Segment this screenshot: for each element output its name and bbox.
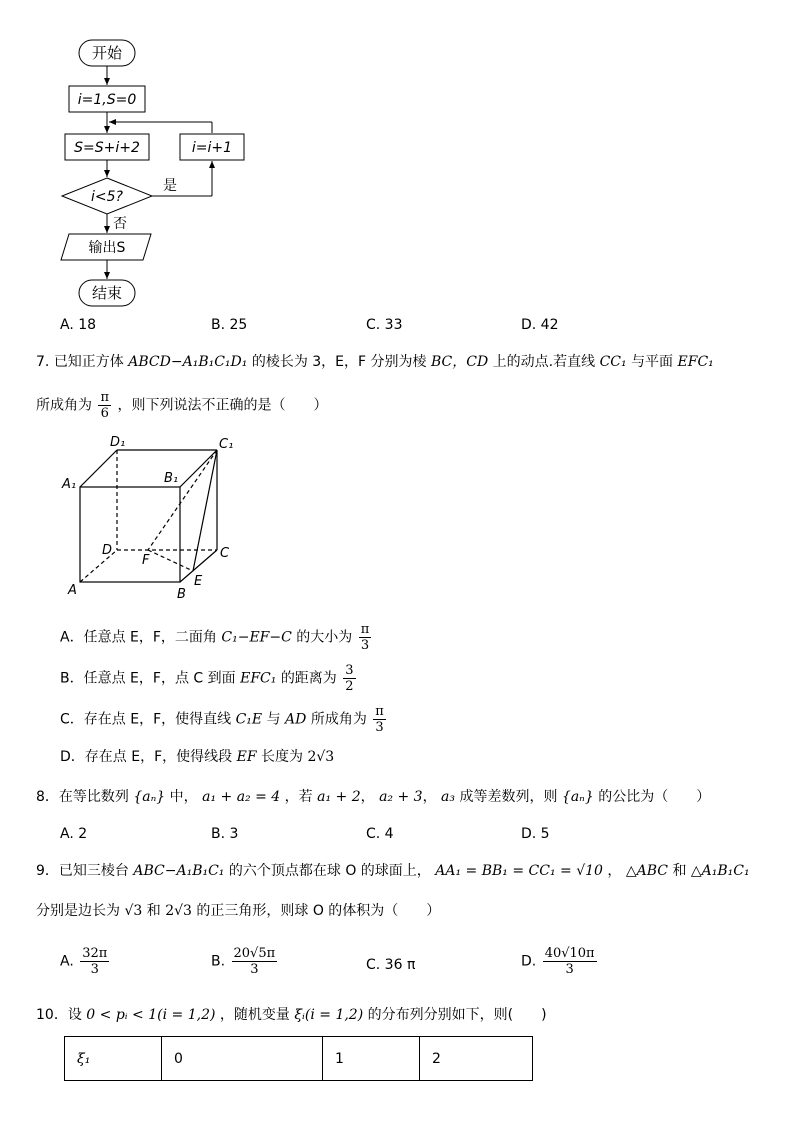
- q7-line: CC₁: [599, 354, 627, 370]
- q7-stem-line1: [36, 353, 714, 371]
- cube-figure: [60, 432, 240, 602]
- q6-option-a: A. 18: [60, 317, 97, 333]
- q7-angle-fraction: $\frac{\pi}{6}$: [100, 390, 109, 421]
- flow-start-label: 开始: [91, 44, 123, 62]
- q7-stem2-a: 所成角为: [36, 397, 92, 414]
- q7-stem-line2: [36, 390, 327, 421]
- q9-option-c: C. 36 π: [366, 957, 416, 973]
- q6-option-c: C. 33: [366, 317, 403, 333]
- cube-label-c1: C₁: [219, 437, 234, 452]
- q8-option-c: C. 4: [366, 826, 394, 842]
- cube-label-f: F: [142, 553, 150, 568]
- table-row: [65, 1037, 533, 1081]
- flow-no-label: 否: [113, 216, 127, 232]
- cube-label-a: A: [68, 583, 77, 598]
- cube-label-c: C: [220, 546, 230, 561]
- cube-label-b: B: [177, 587, 186, 602]
- q9-option-a: A. $\frac{32\pi}{3}$: [60, 946, 108, 977]
- table-cell: 0: [162, 1037, 323, 1081]
- q7-option-c: C．存在点 E，F，使得直线 C₁E 与 AD 所成角为 $\frac{\pi}{3}$: [60, 704, 384, 735]
- q7-option-b: B．任意点 E，F，点 C 到面 EFC₁ 的距离为 $\frac{3}{2}$: [60, 663, 354, 694]
- q7-stem2-b: ，则下列说法不正确的是（ ）: [117, 397, 328, 414]
- q8-stem: 8．在等比数列 {aₙ} 中， a₁ + a₂ = 4 ，若 a₁ + 2， a₂ + 3， a₃ 成等差数列，则 {aₙ} 的公比为（ ）: [36, 789, 711, 805]
- cube-label-d: D: [102, 543, 113, 558]
- flowchart: [55, 38, 255, 313]
- table-cell: 1: [323, 1037, 420, 1081]
- q8-option-b: B. 3: [211, 826, 239, 842]
- q6-option-d: D. 42: [521, 317, 559, 333]
- q7-edges: BC，CD: [431, 354, 489, 370]
- flow-update-i-label: i=i+1: [191, 140, 233, 156]
- table-cell: ξ₁: [65, 1037, 162, 1081]
- flow-end-label: 结束: [91, 284, 123, 302]
- q7-option-a: A．任意点 E，F，二面角 C₁−EF−C 的大小为 $\frac{\pi}{3}$: [60, 622, 370, 653]
- q9-option-d: D. $\frac{40√10\pi}{3}$: [521, 946, 595, 977]
- q7-option-d: D．存在点 E，F，使得线段 EF 长度为 2√3: [60, 749, 335, 765]
- flow-update-s-label: S=S+i+2: [74, 140, 140, 156]
- cube-label-a1: A₁: [62, 477, 77, 492]
- q8-option-a: A. 2: [60, 826, 88, 842]
- q7-stem-c: 上的动点.若直线: [492, 354, 596, 370]
- distribution-table: [64, 1036, 533, 1081]
- flow-condition-label: i<5?: [91, 189, 123, 205]
- q7-stem-d: 与平面: [631, 354, 674, 370]
- cube-label-b1: B₁: [164, 471, 179, 486]
- q6-option-b: B. 25: [211, 317, 248, 333]
- flow-output-label: 输出S: [88, 240, 126, 256]
- q10-stem: 10．设 0 < pᵢ < 1(i = 1,2) ，随机变量 ξᵢ(i = 1,2) 的分布列分别如下，则( ): [36, 1007, 547, 1023]
- flow-init-label: i=1,S=0: [77, 92, 137, 108]
- table-cell: 2: [420, 1037, 533, 1081]
- q7-number: 7.: [36, 354, 50, 370]
- flow-yes-label: 是: [163, 178, 177, 194]
- q7-plane: EFC₁: [677, 354, 714, 370]
- q7-cube-name: ABCD−A₁B₁C₁D₁: [128, 354, 248, 370]
- q8-option-d: D. 5: [521, 826, 550, 842]
- q7-stem-b: 的棱长为 3，E，F 分别为棱: [251, 354, 427, 370]
- q9-stem-line2: 分别是边长为 √3 和 2√3 的正三角形，则球 O 的体积为（ ）: [36, 903, 441, 919]
- q7-stem-a: 已知正方体: [53, 354, 124, 370]
- cube-label-d1: D₁: [110, 435, 126, 450]
- q9-stem-line1: 9．已知三棱台 ABC−A₁B₁C₁ 的六个顶点都在球 O 的球面上， AA₁ = BB₁ = CC₁ = √10 ， △ABC 和 △A₁B₁C₁: [36, 863, 750, 879]
- cube-label-e: E: [194, 574, 203, 589]
- q9-option-b: B. $\frac{20√5\pi}{3}$: [211, 946, 276, 977]
